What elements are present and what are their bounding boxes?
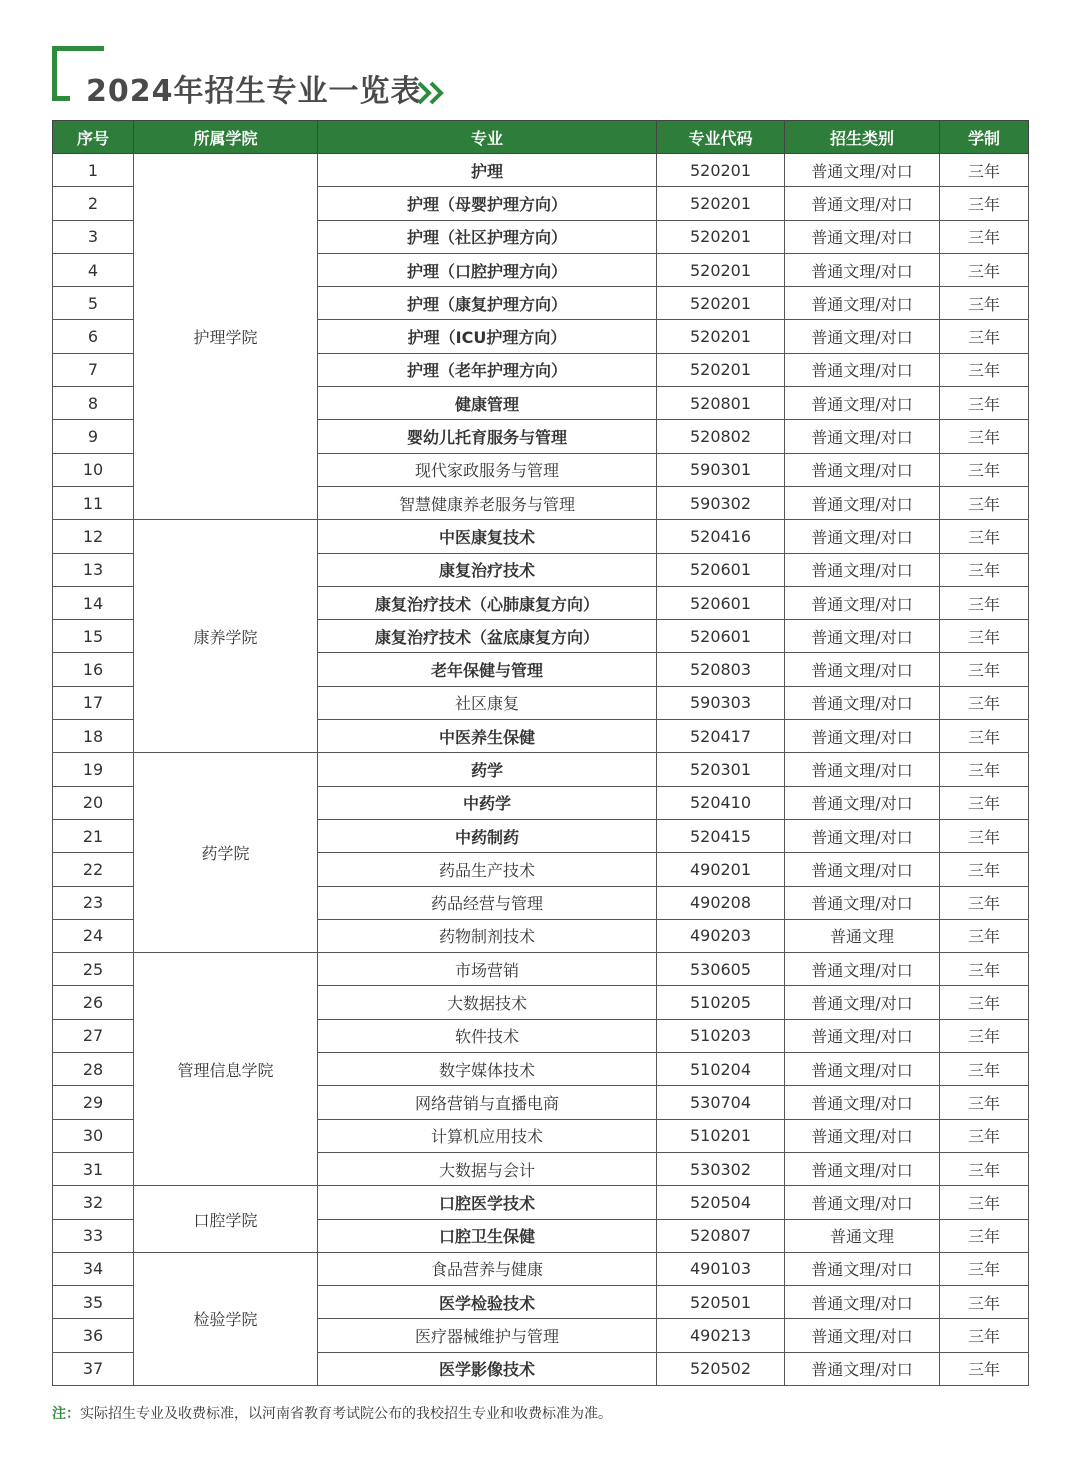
cell-code: 590302 (657, 486, 785, 519)
cell-index: 8 (53, 387, 134, 420)
cell-code: 510204 (657, 1053, 785, 1086)
cell-category: 普通文理/对口 (785, 1019, 940, 1052)
cell-category: 普通文理/对口 (785, 553, 940, 586)
cell-index: 18 (53, 720, 134, 753)
cell-category: 普通文理/对口 (785, 886, 940, 919)
cell-major: 康复治疗技术（盆底康复方向） (318, 620, 657, 653)
cell-index: 30 (53, 1119, 134, 1152)
cell-years: 三年 (940, 786, 1029, 819)
cell-major: 医疗器械维护与管理 (318, 1319, 657, 1352)
cell-category: 普通文理/对口 (785, 686, 940, 719)
cell-category: 普通文理/对口 (785, 1152, 940, 1185)
cell-years: 三年 (940, 1352, 1029, 1385)
cell-years: 三年 (940, 287, 1029, 320)
cell-major: 护理（康复护理方向） (318, 287, 657, 320)
cell-major: 医学影像技术 (318, 1352, 657, 1385)
cell-major: 护理 (318, 154, 657, 187)
cell-category: 普通文理/对口 (785, 753, 940, 786)
cell-code: 520410 (657, 786, 785, 819)
table-row (53, 953, 1029, 986)
cell-index: 28 (53, 1053, 134, 1086)
cell-code: 520502 (657, 1352, 785, 1385)
cell-category: 普通文理/对口 (785, 586, 940, 619)
cell-major: 康复治疗技术（心肺康复方向） (318, 586, 657, 619)
cell-college: 药学院 (134, 753, 318, 953)
cell-category: 普通文理 (785, 1219, 940, 1252)
cell-index: 15 (53, 620, 134, 653)
cell-index: 25 (53, 953, 134, 986)
cell-major: 口腔卫生保健 (318, 1219, 657, 1252)
header-college: 所属学院 (134, 121, 318, 154)
cell-major: 老年保健与管理 (318, 653, 657, 686)
cell-major: 社区康复 (318, 686, 657, 719)
cell-index: 24 (53, 919, 134, 952)
cell-code: 520504 (657, 1186, 785, 1219)
cell-index: 34 (53, 1252, 134, 1285)
cell-college: 管理信息学院 (134, 953, 318, 1186)
cell-code: 520601 (657, 620, 785, 653)
header-major: 专业 (318, 121, 657, 154)
cell-years: 三年 (940, 387, 1029, 420)
cell-index: 33 (53, 1219, 134, 1252)
cell-major: 市场营销 (318, 953, 657, 986)
cell-major: 婴幼儿托育服务与管理 (318, 420, 657, 453)
cell-years: 三年 (940, 486, 1029, 519)
cell-index: 17 (53, 686, 134, 719)
cell-code: 490213 (657, 1319, 785, 1352)
cell-category: 普通文理/对口 (785, 420, 940, 453)
cell-code: 520601 (657, 586, 785, 619)
cell-code: 490203 (657, 919, 785, 952)
cell-code: 530704 (657, 1086, 785, 1119)
cell-category: 普通文理/对口 (785, 653, 940, 686)
cell-index: 19 (53, 753, 134, 786)
cell-index: 22 (53, 853, 134, 886)
cell-major: 康复治疗技术 (318, 553, 657, 586)
cell-index: 32 (53, 1186, 134, 1219)
cell-major: 大数据与会计 (318, 1152, 657, 1185)
cell-category: 普通文理/对口 (785, 187, 940, 220)
cell-code: 520803 (657, 653, 785, 686)
cell-years: 三年 (940, 753, 1029, 786)
cell-index: 11 (53, 486, 134, 519)
cell-category: 普通文理/对口 (785, 353, 940, 386)
cell-major: 网络营销与直播电商 (318, 1086, 657, 1119)
cell-code: 520802 (657, 420, 785, 453)
cell-code: 530302 (657, 1152, 785, 1185)
cell-index: 9 (53, 420, 134, 453)
cell-major: 药品经营与管理 (318, 886, 657, 919)
cell-category: 普通文理/对口 (785, 154, 940, 187)
cell-years: 三年 (940, 253, 1029, 286)
cell-code: 520601 (657, 553, 785, 586)
cell-index: 3 (53, 220, 134, 253)
cell-years: 三年 (940, 520, 1029, 553)
cell-years: 三年 (940, 453, 1029, 486)
cell-years: 三年 (940, 853, 1029, 886)
cell-code: 510205 (657, 986, 785, 1019)
footnote (52, 1403, 612, 1423)
cell-code: 520201 (657, 220, 785, 253)
table-body (53, 154, 1029, 1386)
cell-major: 护理（母婴护理方向） (318, 187, 657, 220)
cell-index: 4 (53, 253, 134, 286)
cell-code: 590301 (657, 453, 785, 486)
footnote-label: 注： (52, 1406, 80, 1422)
cell-years: 三年 (940, 986, 1029, 1019)
table-row (53, 753, 1029, 786)
cell-category: 普通文理/对口 (785, 520, 940, 553)
cell-index: 16 (53, 653, 134, 686)
table-row (53, 154, 1029, 187)
cell-major: 中药制药 (318, 819, 657, 852)
cell-years: 三年 (940, 1186, 1029, 1219)
cell-years: 三年 (940, 819, 1029, 852)
cell-index: 37 (53, 1352, 134, 1385)
cell-category: 普通文理/对口 (785, 620, 940, 653)
cell-category: 普通文理/对口 (785, 1186, 940, 1219)
cell-code: 520201 (657, 353, 785, 386)
cell-college: 康养学院 (134, 520, 318, 753)
cell-major: 数字媒体技术 (318, 1053, 657, 1086)
cell-index: 23 (53, 886, 134, 919)
cell-index: 14 (53, 586, 134, 619)
cell-years: 三年 (940, 720, 1029, 753)
cell-code: 520201 (657, 154, 785, 187)
cell-category: 普通文理/对口 (785, 986, 940, 1019)
cell-category: 普通文理/对口 (785, 819, 940, 852)
cell-years: 三年 (940, 1152, 1029, 1185)
cell-years: 三年 (940, 586, 1029, 619)
cell-years: 三年 (940, 220, 1029, 253)
cell-code: 520416 (657, 520, 785, 553)
cell-major: 智慧健康养老服务与管理 (318, 486, 657, 519)
header-category: 招生类别 (785, 121, 940, 154)
cell-code: 520201 (657, 320, 785, 353)
cell-category: 普通文理/对口 (785, 320, 940, 353)
cell-index: 7 (53, 353, 134, 386)
cell-category: 普通文理/对口 (785, 486, 940, 519)
cell-years: 三年 (940, 320, 1029, 353)
cell-major: 大数据技术 (318, 986, 657, 1019)
cell-index: 31 (53, 1152, 134, 1185)
cell-major: 中医康复技术 (318, 520, 657, 553)
cell-code: 520501 (657, 1286, 785, 1319)
cell-major: 中医养生保健 (318, 720, 657, 753)
cell-category: 普通文理 (785, 919, 940, 952)
cell-major: 食品营养与健康 (318, 1252, 657, 1285)
cell-years: 三年 (940, 886, 1029, 919)
cell-index: 6 (53, 320, 134, 353)
cell-major: 药学 (318, 753, 657, 786)
cell-major: 护理（老年护理方向） (318, 353, 657, 386)
cell-years: 三年 (940, 553, 1029, 586)
cell-years: 三年 (940, 1219, 1029, 1252)
cell-index: 1 (53, 154, 134, 187)
cell-code: 520801 (657, 387, 785, 420)
cell-index: 10 (53, 453, 134, 486)
cell-college: 护理学院 (134, 154, 318, 520)
cell-category: 普通文理/对口 (785, 786, 940, 819)
cell-code: 590303 (657, 686, 785, 719)
cell-category: 普通文理/对口 (785, 220, 940, 253)
page-title: 2024年招生专业一览表 (86, 74, 422, 109)
cell-code: 490208 (657, 886, 785, 919)
cell-category: 普通文理/对口 (785, 1119, 940, 1152)
cell-major: 护理（ICU护理方向） (318, 320, 657, 353)
cell-code: 520417 (657, 720, 785, 753)
cell-index: 5 (53, 287, 134, 320)
cell-years: 三年 (940, 953, 1029, 986)
cell-index: 27 (53, 1019, 134, 1052)
cell-category: 普通文理/对口 (785, 453, 940, 486)
cell-category: 普通文理/对口 (785, 1053, 940, 1086)
cell-code: 490201 (657, 853, 785, 886)
cell-college: 口腔学院 (134, 1186, 318, 1253)
cell-major: 药品生产技术 (318, 853, 657, 886)
cell-index: 2 (53, 187, 134, 220)
cell-index: 35 (53, 1286, 134, 1319)
cell-major: 健康管理 (318, 387, 657, 420)
cell-code: 520201 (657, 253, 785, 286)
cell-years: 三年 (940, 686, 1029, 719)
cell-code: 530605 (657, 953, 785, 986)
cell-years: 三年 (940, 154, 1029, 187)
cell-category: 普通文理/对口 (785, 1319, 940, 1352)
cell-category: 普通文理/对口 (785, 720, 940, 753)
cell-college: 检验学院 (134, 1252, 318, 1385)
cell-category: 普通文理/对口 (785, 953, 940, 986)
cell-major: 护理（口腔护理方向） (318, 253, 657, 286)
cell-code: 490103 (657, 1252, 785, 1285)
double-chevron-right-icon (416, 80, 446, 106)
cell-index: 36 (53, 1319, 134, 1352)
cell-code: 520415 (657, 819, 785, 852)
cell-major: 计算机应用技术 (318, 1119, 657, 1152)
cell-years: 三年 (940, 1319, 1029, 1352)
majors-table (52, 120, 1029, 1386)
cell-index: 21 (53, 819, 134, 852)
title-block (52, 46, 652, 109)
cell-category: 普通文理/对口 (785, 1086, 940, 1119)
cell-years: 三年 (940, 620, 1029, 653)
cell-major: 医学检验技术 (318, 1286, 657, 1319)
cell-years: 三年 (940, 353, 1029, 386)
cell-category: 普通文理/对口 (785, 1286, 940, 1319)
cell-years: 三年 (940, 187, 1029, 220)
title-bracket-tail (52, 96, 70, 101)
cell-category: 普通文理/对口 (785, 253, 940, 286)
table-header-row (53, 121, 1029, 154)
cell-years: 三年 (940, 653, 1029, 686)
cell-major: 软件技术 (318, 1019, 657, 1052)
cell-category: 普通文理/对口 (785, 1352, 940, 1385)
footnote-text: 实际招生专业及收费标准，以河南省教育考试院公布的我校招生专业和收费标准为准。 (80, 1406, 612, 1422)
cell-index: 13 (53, 553, 134, 586)
cell-index: 26 (53, 986, 134, 1019)
cell-code: 520301 (657, 753, 785, 786)
header-index: 序号 (53, 121, 134, 154)
cell-major: 现代家政服务与管理 (318, 453, 657, 486)
cell-code: 520201 (657, 287, 785, 320)
cell-major: 护理（社区护理方向） (318, 220, 657, 253)
table-row (53, 1186, 1029, 1219)
cell-index: 20 (53, 786, 134, 819)
cell-code: 520807 (657, 1219, 785, 1252)
cell-category: 普通文理/对口 (785, 387, 940, 420)
cell-category: 普通文理/对口 (785, 287, 940, 320)
header-code: 专业代码 (657, 121, 785, 154)
cell-category: 普通文理/对口 (785, 853, 940, 886)
cell-code: 510201 (657, 1119, 785, 1152)
header-years: 学制 (940, 121, 1029, 154)
cell-code: 510203 (657, 1019, 785, 1052)
cell-years: 三年 (940, 1119, 1029, 1152)
table-row (53, 1252, 1029, 1285)
cell-years: 三年 (940, 1053, 1029, 1086)
cell-years: 三年 (940, 919, 1029, 952)
cell-years: 三年 (940, 420, 1029, 453)
cell-major: 药物制剂技术 (318, 919, 657, 952)
cell-index: 29 (53, 1086, 134, 1119)
cell-category: 普通文理/对口 (785, 1252, 940, 1285)
cell-index: 12 (53, 520, 134, 553)
cell-years: 三年 (940, 1286, 1029, 1319)
cell-code: 520201 (657, 187, 785, 220)
cell-major: 中药学 (318, 786, 657, 819)
cell-major: 口腔医学技术 (318, 1186, 657, 1219)
cell-years: 三年 (940, 1252, 1029, 1285)
table-row (53, 520, 1029, 553)
cell-years: 三年 (940, 1019, 1029, 1052)
cell-years: 三年 (940, 1086, 1029, 1119)
